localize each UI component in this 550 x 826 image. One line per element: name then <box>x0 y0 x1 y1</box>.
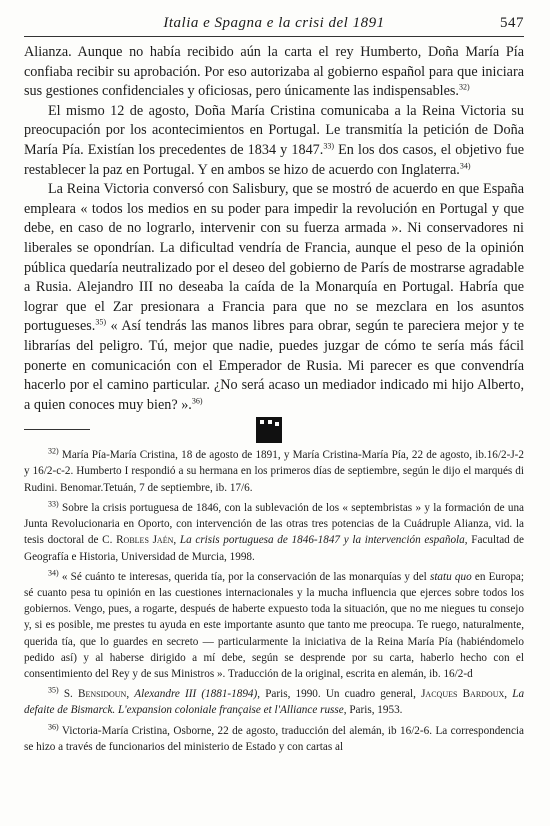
footnote-32: $^{32)}$ María Pía-María Cristina, 18 de agosto de 1891, y María Cristina-María Pía, 22 de agosto, ib.16/2-J-2 y 16/2-c-2. Humberto I respondió a su hermana en los primeros días de septiembre, según le dijo el marqués di Rudini. Benomar.Tetuán, 7 de septiembre, ib. 17/6. <box>24 446 525 494</box>
footnote-ref-32[interactable]: 32) <box>458 82 470 92</box>
footnote-ref-35[interactable]: 35) <box>95 317 106 327</box>
footnote-ref-34[interactable]: 34) <box>459 160 471 170</box>
running-header <box>24 12 524 37</box>
footnote-ref-36[interactable]: 36) <box>191 395 203 405</box>
footnote-36: $^{36)}$ Victoria-María Cristina, Osborne, 22 de agosto, traducción del alemán, ib 16/2-6. La correspondencia se hizo a través de funcionarios del ministerio de Estado y con cartas al <box>24 721 524 753</box>
footnote-35: $^{35)}$ S. Bensidoun, Alexandre III (1881-1894), Paris, 1990. Un cuadro general, Jacques Bardoux, La defaite de Bismarck. L'expansion coloniale française et l'Alliance russe, Paris, 1953. <box>24 685 525 717</box>
running-title: Italia e Spagna e la crisi del 1891 <box>163 15 385 31</box>
page-number: 547 <box>500 15 524 31</box>
paragraph-2: El mismo 12 de agosto, Doña María Cristina comunicaba a la Reina Victoria su preocupación por los acontecimientos en Portugal. Le transmitía la petición de Doña María Pía. Existían los precedentes de 1834 y 1847.$^{33)}$ En los dos casos, el objetivo fue restablecer la paz en Portugal. Y en ambos se hizo de acuerdo con Inglaterra.$^{34)}$ <box>24 102 525 178</box>
footnote-separator <box>24 417 524 443</box>
book-page <box>24 12 524 759</box>
main-text <box>24 43 524 415</box>
footnotes <box>24 447 524 755</box>
footnote-34: $^{34)}$ « Sé cuánto te interesas, querida tía, por la conservación de las monarquías y del statu quo en Europa; sé cuanto pesa tu opinión en las cuestiones internacionales y la mucha influencia que ejerces sobre todos los gobiernos. Vengo, pues, a rogarte, después de haberte expuesto toda la situación, que no me niegues tu consejo y, si es posible, me prestes tu ayuda en este importante asunto que tanto me preocupa. Te ruego, naturalmente, querida tía, que lo guardes en secreto — particularmente la iniciativa de la Reina María Pía (habiéndomelo pedido así) y al haberse dirigido a mí debe, según se desprende por su carta, haberlo hecho con el consentimiento del Rey y de sus Ministros ». Traducción de la original, escrita en alemán, ib. 16/2-d <box>24 567 524 680</box>
footnote-ref-33[interactable]: 33) <box>323 141 334 151</box>
ink-blot-mark <box>256 417 282 443</box>
footnote-rule <box>24 429 90 430</box>
paragraph-1: Alianza. Aunque no había recibido aún la carta el rey Humberto, Doña María Pía confiaba recibir su aprobación. Por eso autorizaba al gobierno español para que iniciara sus gestiones confidenciales y oficiosas, pero únicamente las indispensables.$^{32)}$ <box>24 44 524 100</box>
paragraph-3: La Reina Victoria conversó con Salisbury, que se mostró de acuerdo en que España empleara « todos los medios en su poder para impedir la revolución en Portugal y que debe, en caso de no lograrlo, intervenir con su fuerza armada ». Ni conservadores ni liberales se opondrían. La dificultad vendría de Francia, aunque el peso de la opinión pública quedaría neutralizado por el deseo del gobierno de París de mostrarse agradable a Rusia. Alejandro III no deseaba la caída de la Monarquía en Portugal. Habría que lograr que el Zar presionara a Francia para que no se mezclara en los asuntos portugueses.$^{35)}$ « Así tendrás las manos libres para obrar, según te pareciera mejor y te librarías del peligro. Tú, mejor que nadie, puedes juzgar de cómo te sería más fácil ponerte en comunicación con el Emperador de Rusia. Mi parecer es que convendría hacerlo por el camino particular. ¿No será acaso un mediador indicado mi hijo Alberto, a quien conoces muy bien? ».$^{36)}$ <box>24 181 524 413</box>
footnote-33: $^{33)}$ Sobre la crisis portuguesa de 1846, con la sublevación de los « septembristas » y la formación de una Junta Revolucionaria en Oporto, con intervención de las otras tres potencias de la Cuádruple Alianza, vid. la tesis doctoral de C. Robles Jaén, La crisis portuguesa de 1846-1847 y la intervención española, Facultad de Geografía e Historia, Universidad de Murcia, 1998. <box>24 499 525 563</box>
